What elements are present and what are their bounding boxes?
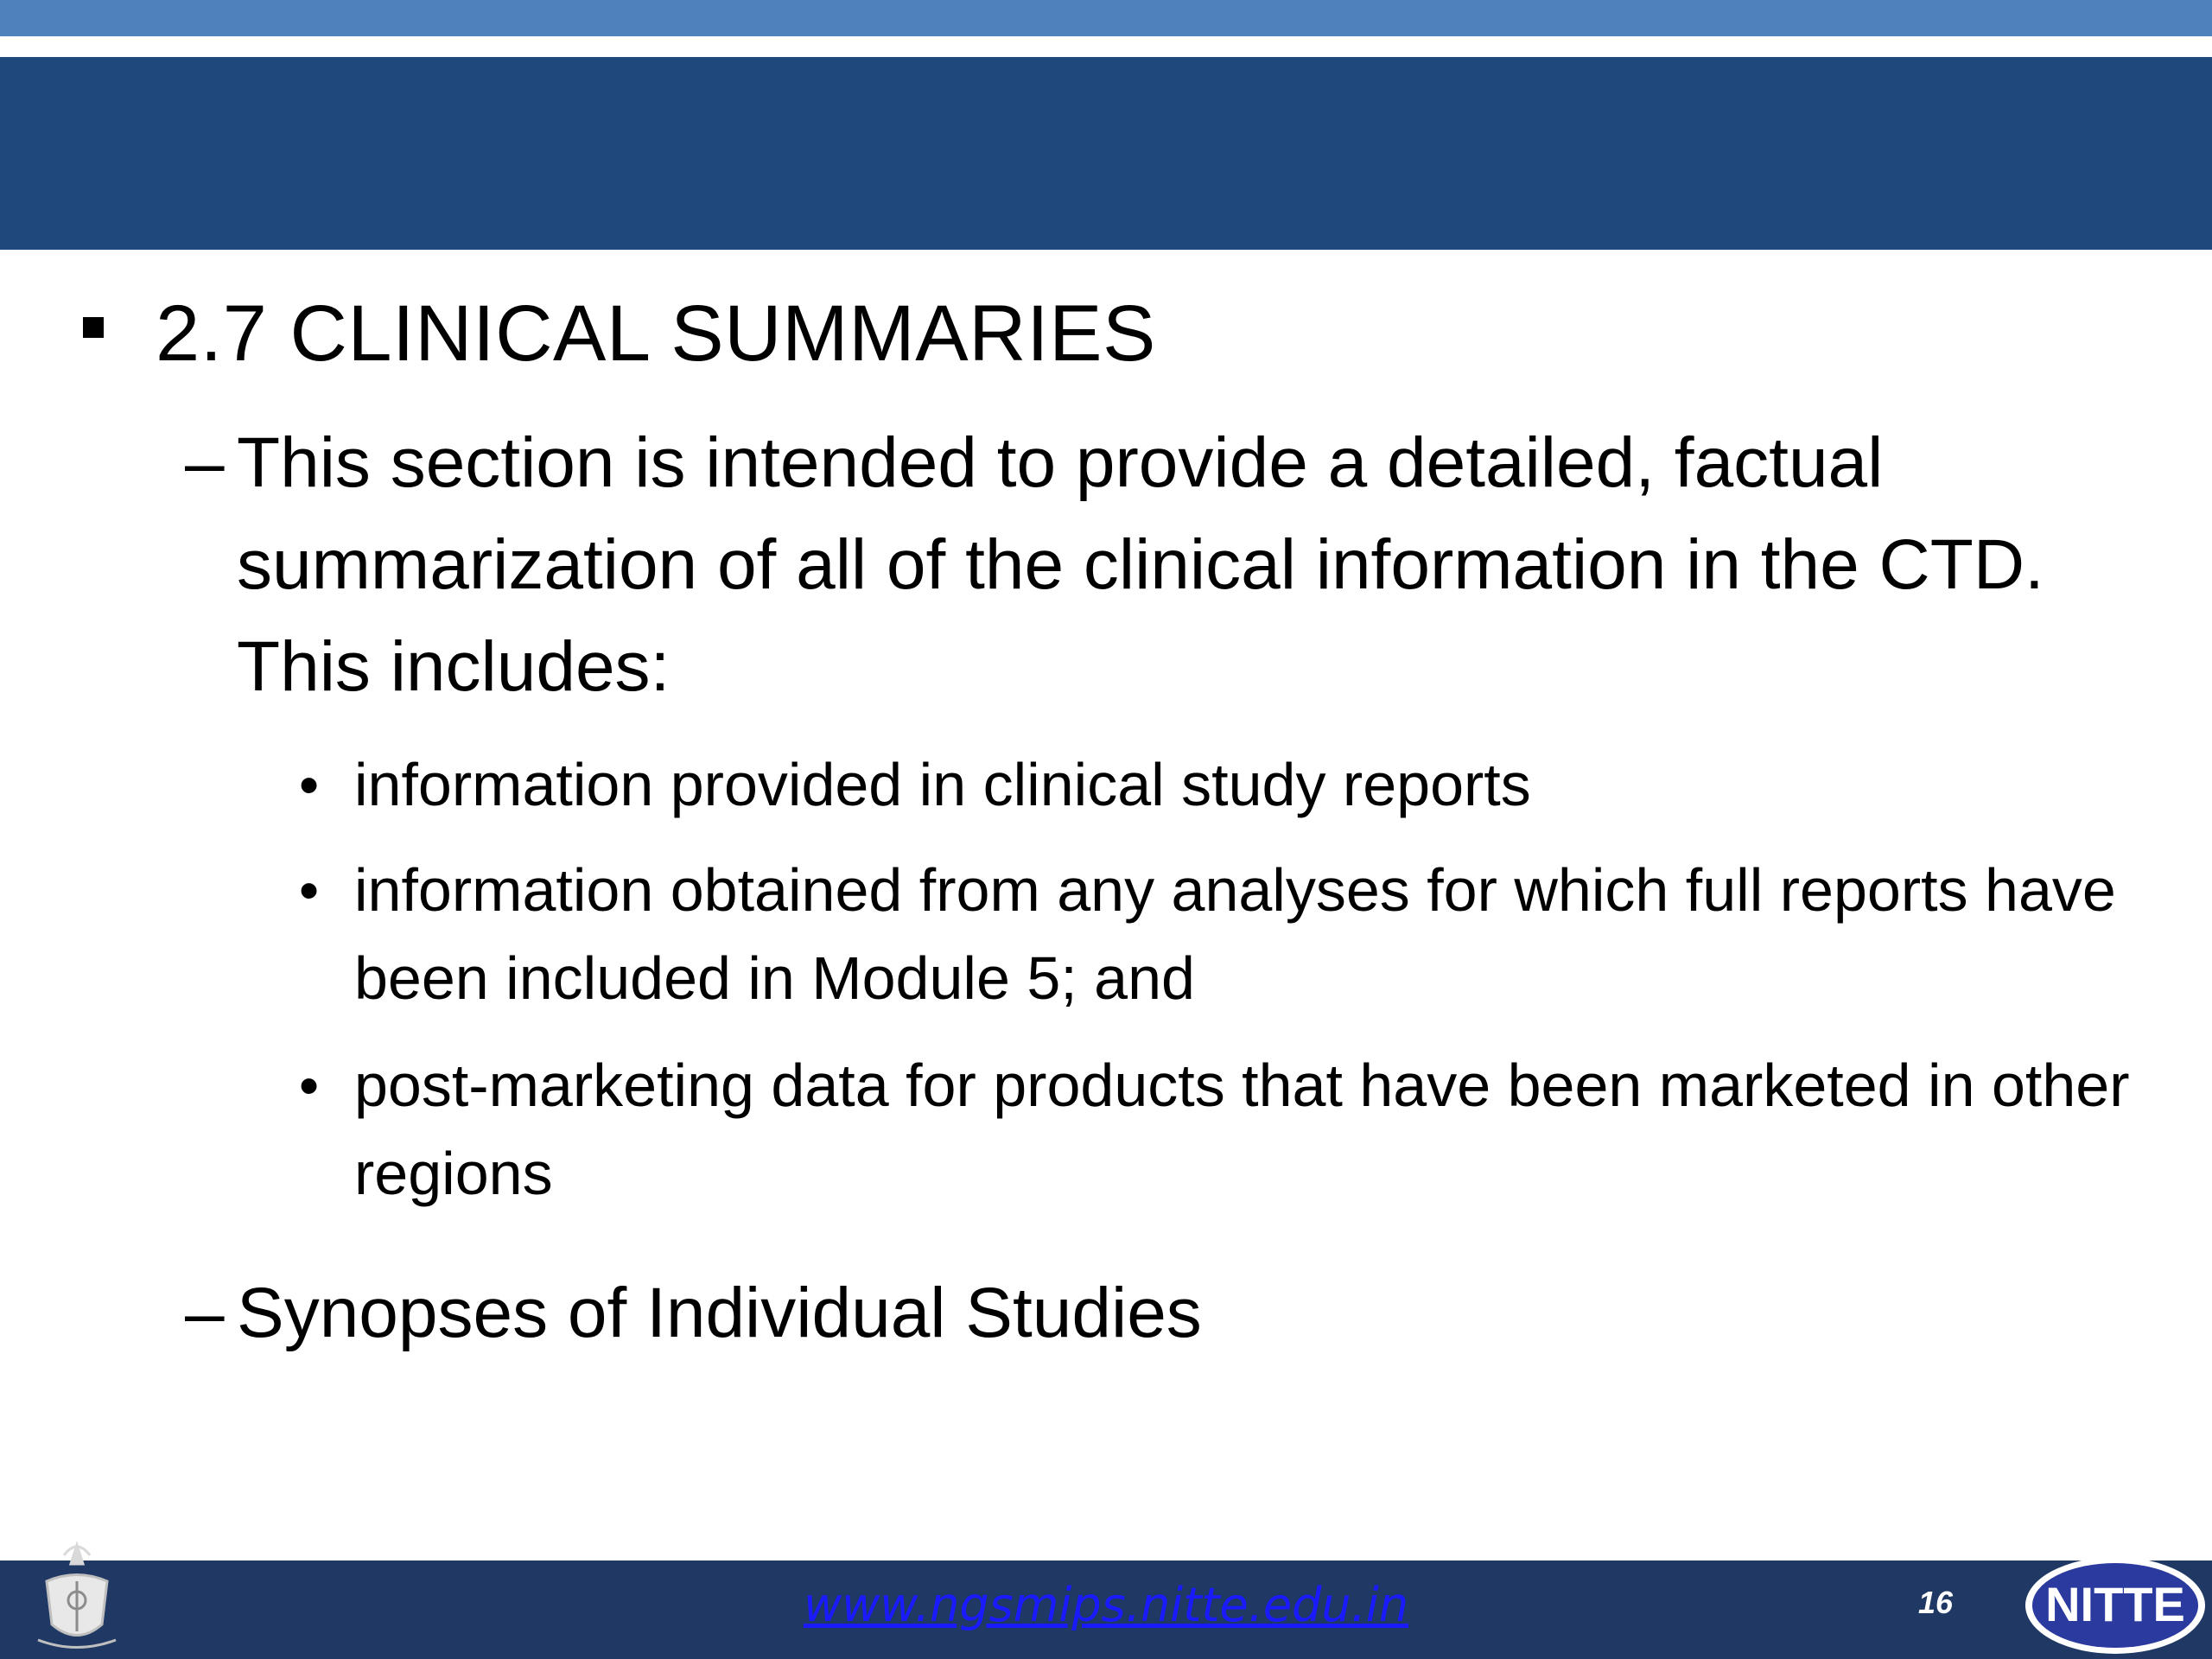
nitte-logo [2020,1547,2212,1659]
square-bullet-icon [83,317,104,338]
bullet-text: information obtained from any analyses for which full reports have been included in Module 5; and [354,856,2116,1012]
sub-point-text: Synopses of Individual Studies [237,1274,1202,1352]
bullet-text: post-marketing data for products that have been marketed in other regions [354,1052,2130,1207]
logo-text: NITTE [2045,1577,2185,1631]
sub-point-item [185,412,2129,718]
dot-bullet: • [299,858,320,922]
top-accent-gap [0,36,2212,57]
sub-point-text: This section is intended to provide a detailed, factual summarization of all of the clinical information in the CTD. This includes: [237,423,2044,706]
slide-title-bar [0,57,2212,250]
dash-bullet: – [185,423,225,502]
institution-crest-icon [12,1529,142,1659]
slide-heading: 2.7 CLINICAL SUMMARIES [156,289,1156,378]
bullet-item [299,741,2131,829]
bullet-text: information provided in clinical study reports [354,751,1531,818]
sub-point-item [185,1262,2129,1364]
bullet-item [299,846,2131,1022]
website-link[interactable]: www.ngsmips.nitte.edu.in [803,1578,1409,1632]
slide-content [0,250,2212,1546]
page-number: 16 [1917,1585,1954,1620]
dot-bullet: • [299,1053,320,1117]
heading-item [83,286,1156,381]
top-accent-stripe [0,0,2212,36]
bullet-item [299,1041,2131,1217]
dash-bullet: – [185,1274,225,1352]
dot-bullet: • [299,753,320,817]
